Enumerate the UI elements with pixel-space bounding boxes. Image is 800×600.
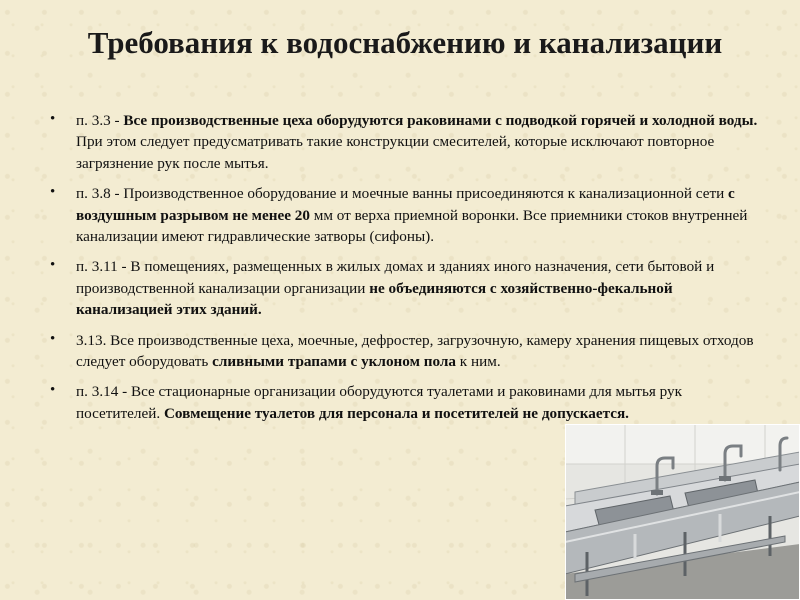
bullet-text: мм от верха приемной воронки. Все приемники стоков внутренней канализации имеют гидравлические затворы (сифоны). bbox=[76, 206, 748, 246]
bullet-list bbox=[50, 110, 760, 433]
bullet-text: п. 3.11 - В помещениях, размещенных в жилых домах и зданиях иного назначения, сети бытовой и производственной канализации организации bbox=[76, 258, 715, 297]
bullet-item bbox=[50, 183, 760, 247]
bullet-bold-text: с воздушным разрывом не менее 20 bbox=[76, 185, 735, 224]
bullet-bold-text: Совмещение туалетов для персонала и посетителей не допускается. bbox=[163, 404, 629, 422]
sink-photo bbox=[565, 424, 800, 600]
stainless-steel-sink-icon bbox=[565, 424, 800, 600]
bullet-text: к ним. bbox=[456, 353, 501, 371]
bullet-text: п. 3.8 - Производственное оборудование и моечные ванны присоединяются к канализационной сети bbox=[76, 185, 729, 203]
slide-title: Требования к водоснабжению и канализации bbox=[87, 25, 723, 60]
bullet-text: 3.13. Все производственные цеха, моечные, дефростер, загрузочную, камеру хранения пищевых отходов следует оборудовать bbox=[76, 331, 754, 371]
bullet-item bbox=[50, 330, 760, 373]
bullet-bold-text: сливными трапами с уклоном пола bbox=[212, 353, 456, 371]
bullet-item bbox=[50, 110, 760, 174]
bullet-item bbox=[50, 381, 760, 424]
bullet-bold-text: не объединяются с хозяйственно-фекальной канализацией этих зданий. bbox=[76, 279, 673, 319]
bullet-bold-text: Все производственные цеха оборудуются раковинами с подводкой горячей и холодной воды. bbox=[123, 112, 758, 129]
bullet-text: При этом следует предусматривать такие конструкции смесителей, которые исключают повторное загрязнение рук после мытья. bbox=[76, 133, 715, 172]
bullet-item bbox=[50, 256, 760, 320]
bullet-text: п. 3.3 - bbox=[76, 112, 124, 129]
bullet-text: п. 3.14 - Все стационарные организации оборудуются туалетами и раковинами для мытья рук посетителей. bbox=[76, 383, 683, 422]
